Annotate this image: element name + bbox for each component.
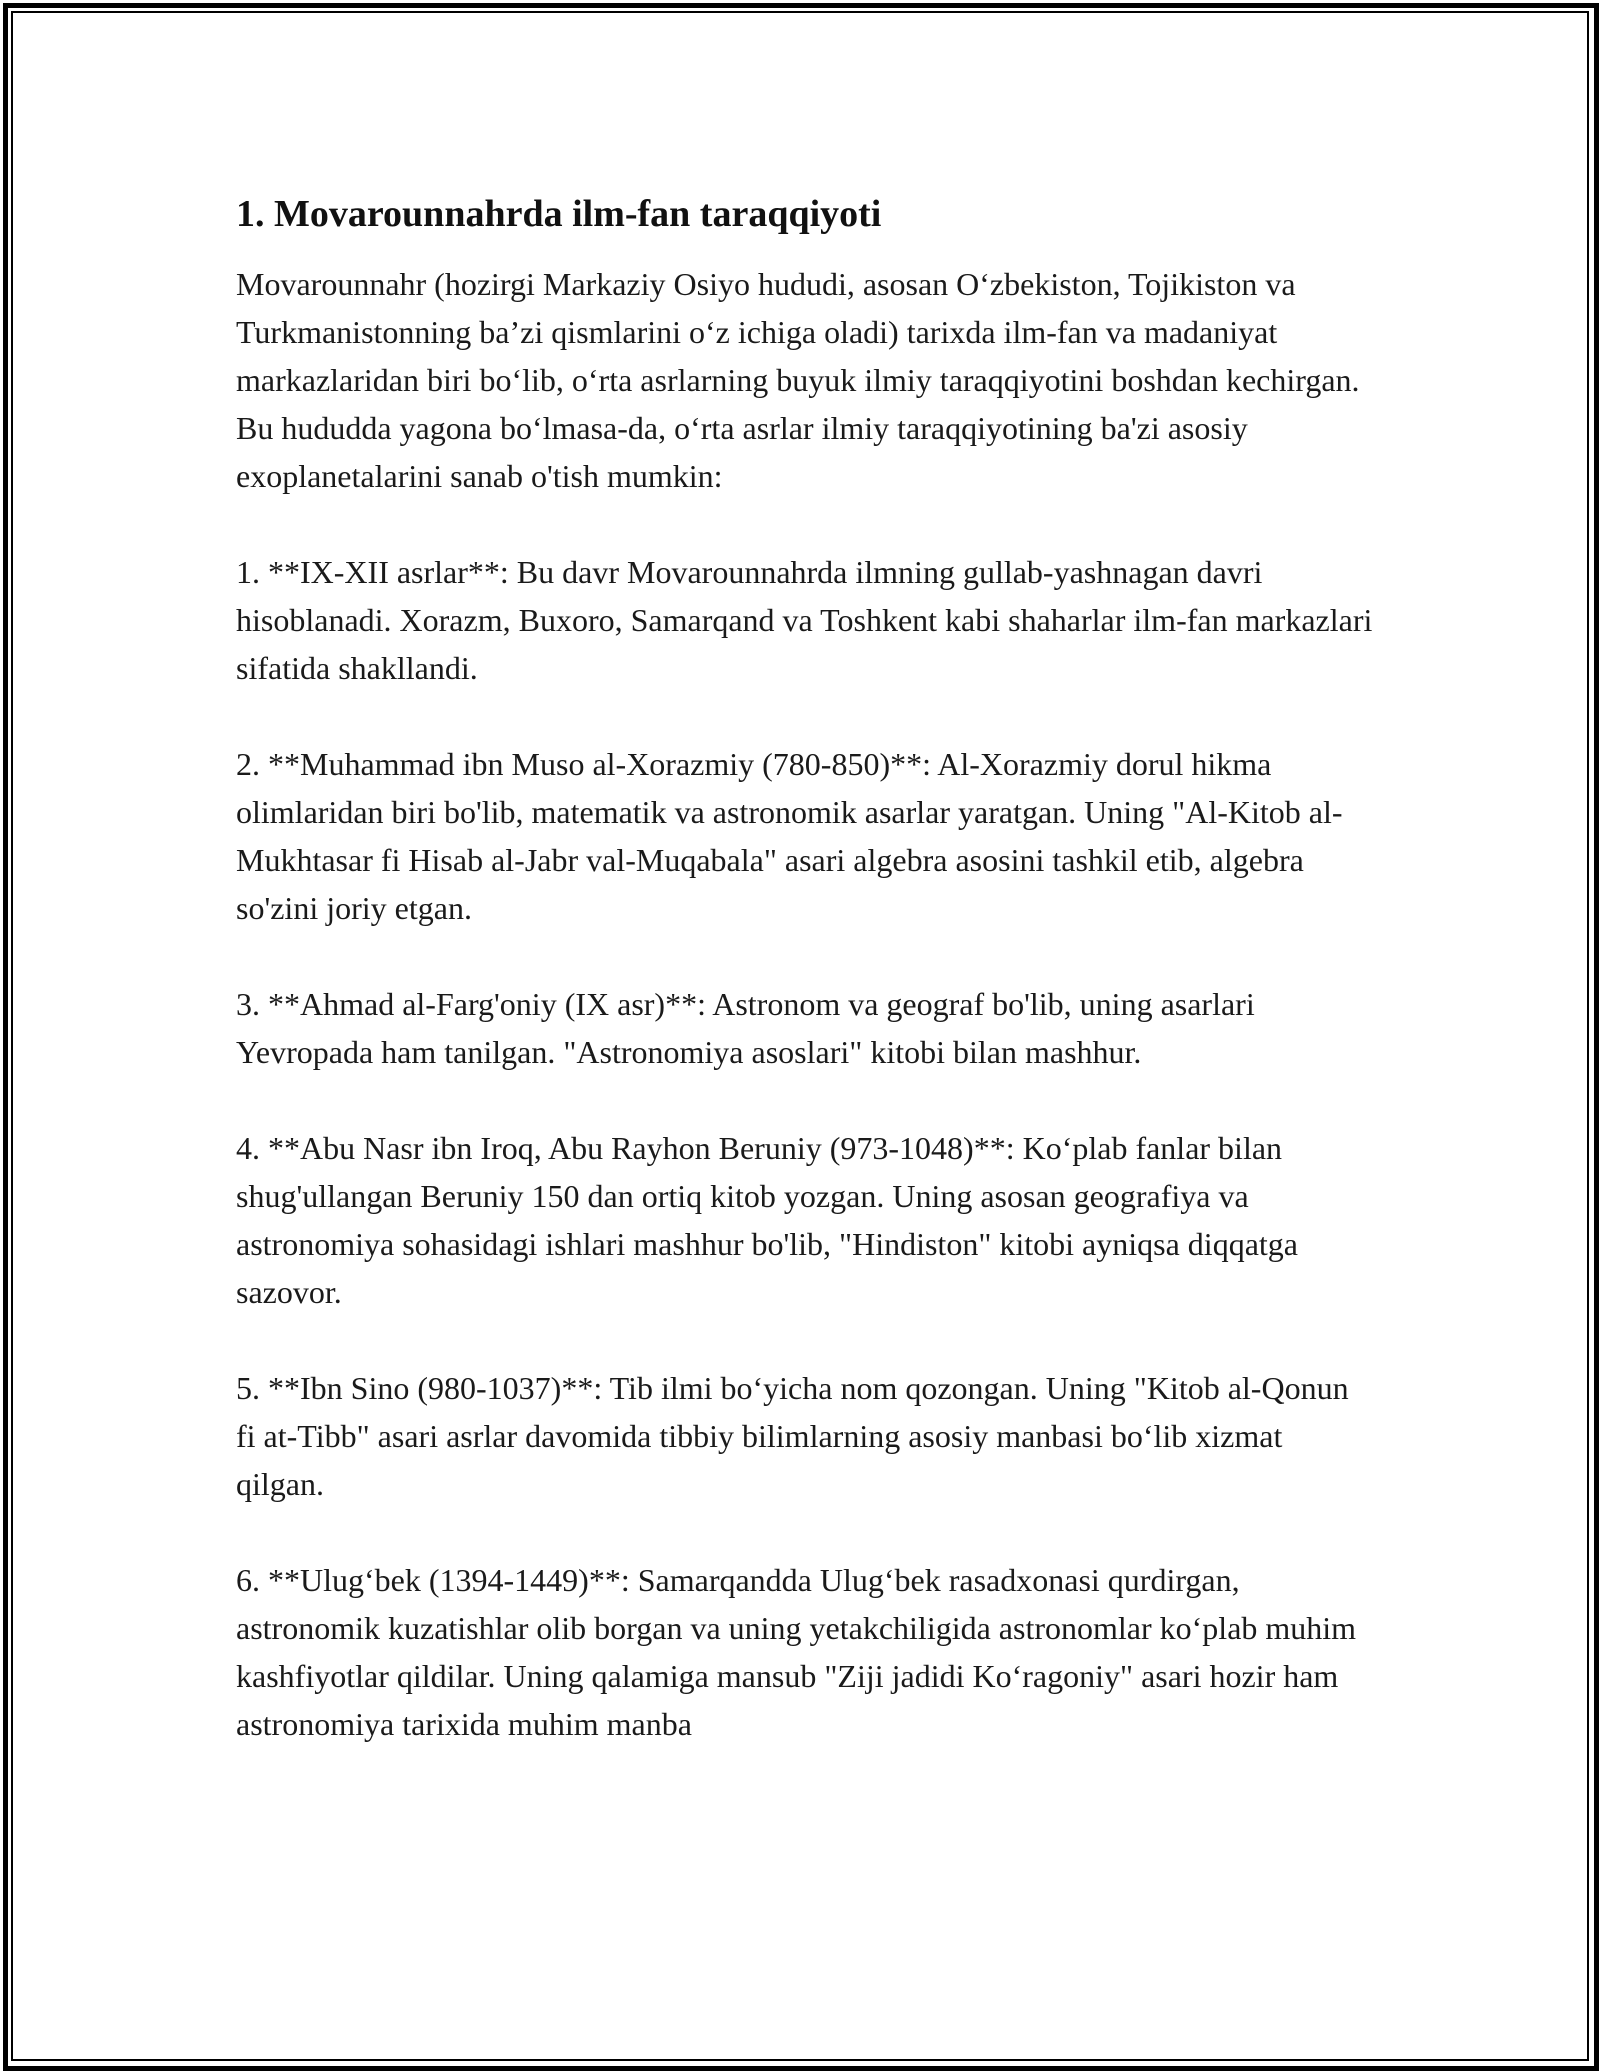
document-content bbox=[236, 188, 1376, 1796]
list-item-1: 1. **IX-XII asrlar**: Bu davr Movarounnahrda ilmning gullab-yashnagan davri hisoblanadi. Xorazm, Buxoro, Samarqand va Toshkent kabi shaharlar ilm-fan markazlari sifatida shakllandi. bbox=[236, 554, 1373, 686]
list-item-5: 5. **Ibn Sino (980-1037)**: Tib ilmi bo‘yicha nom qozongan. Uning "Kitob al-Qonun fi at-Tibb" asari asrlar davomida tibbiy bilimlarning asosiy manbasi bo‘lib xizmat qilgan. bbox=[236, 1370, 1349, 1502]
list-item-2: 2. **Muhammad ibn Muso al-Xorazmiy (780-850)**: Al-Xorazmiy dorul hikma olimlaridan biri bo'lib, matematik va astronomik asarlar yaratgan. Uning "Al-Kitob al-Mukhtasar fi Hisab al-Jabr val-Muqabala" asari algebra asosini tashkil etib, algebra so'zini joriy etgan. bbox=[236, 746, 1343, 926]
intro-paragraph: Movarounnahr (hozirgi Markaziy Osiyo hududi, asosan O‘zbekiston, Tojikiston va Turkmanistonning ba’zi qismlarini o‘z ichiga oladi) tarixda ilm-fan va madaniyat markazlaridan biri bo‘lib, o‘rta asrlarning buyuk ilmiy taraqqiyotini boshdan kechirgan. Bu hududda yagona bo‘lmasa-da, o‘rta asrlar ilmiy taraqqiyotining ba'zi asosiy exoplanetalarini sanab o'tish mumkin: bbox=[236, 266, 1360, 494]
document-title: 1. Movarounnahrda ilm-fan taraqqiyoti bbox=[236, 193, 882, 235]
list-item-4: 4. **Abu Nasr ibn Iroq, Abu Rayhon Beruniy (973-1048)**: Ko‘plab fanlar bilan shug'ullangan Beruniy 150 dan ortiq kitob yozgan. Uning asosan geografiya va astronomiya sohasidagi ishlari mashhur bo'lib, "Hindiston" kitobi ayniqsa diqqatga sazovor. bbox=[236, 1130, 1298, 1310]
list-item-3: 3. **Ahmad al-Farg'oniy (IX asr)**: Astronom va geograf bo'lib, uning asarlari Yevropada ham tanilgan. "Astronomiya asoslari" kitobi bilan mashhur. bbox=[236, 986, 1255, 1070]
list-item-6: 6. **Ulug‘bek (1394-1449)**: Samarqandda Ulug‘bek rasadxonasi qurdirgan, astronomik kuzatishlar olib borgan va uning yetakchiligida astronomlar ko‘plab muhim kashfiyotlar qildilar. Uning qalamiga mansub "Ziji jadidi Ko‘ragoniy" asari hozir ham astronomiya tarixida muhim manba bbox=[236, 1562, 1357, 1742]
document-body bbox=[236, 260, 1376, 1748]
